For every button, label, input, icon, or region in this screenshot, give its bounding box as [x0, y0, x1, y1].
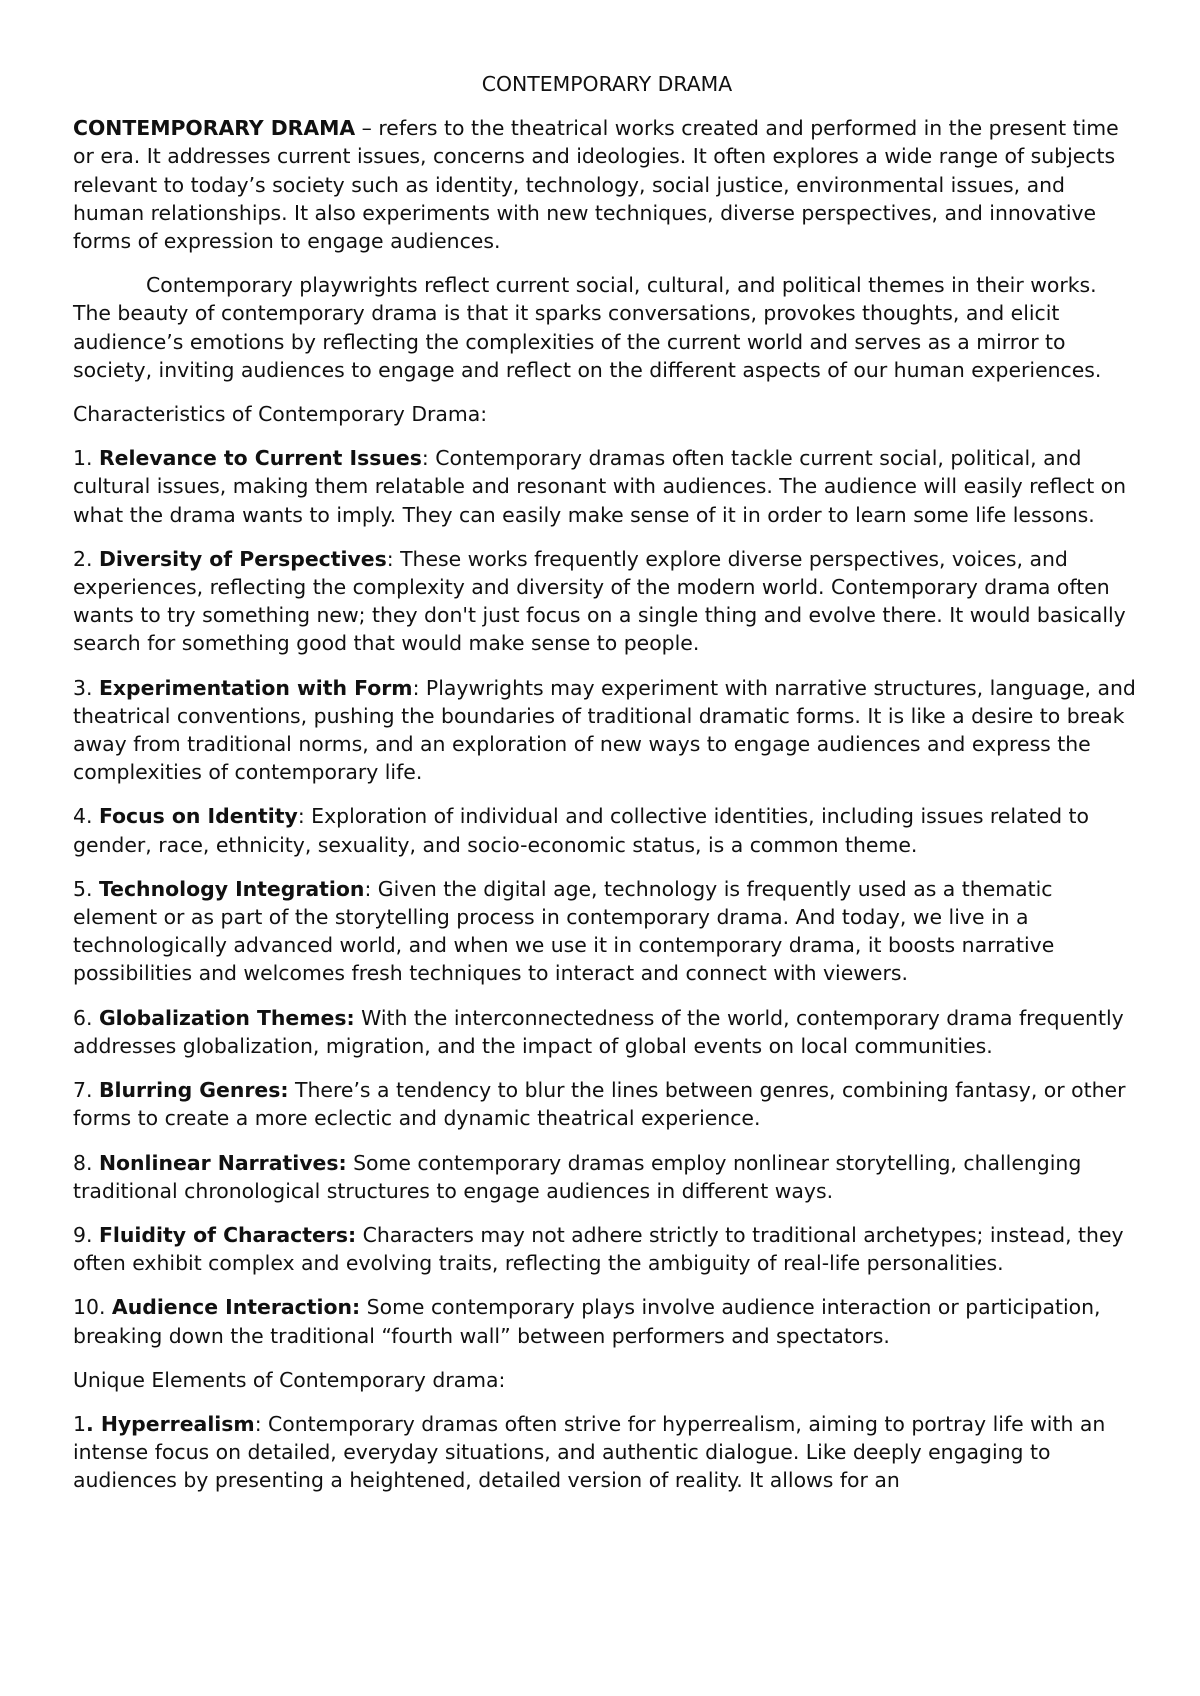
item-number: 10.: [73, 1295, 112, 1320]
characteristic-item: [73, 1221, 1141, 1277]
item-term: Experimentation with Form: [98, 675, 413, 700]
characteristic-item: [73, 875, 1141, 988]
characteristics-heading: Characteristics of Contemporary Drama:: [73, 402, 488, 427]
item-term: Relevance to Current Issues: [98, 446, 422, 471]
item-term: Technology Integration: [98, 876, 365, 901]
document-page: [73, 70, 1141, 1511]
item-number: 8.: [73, 1150, 99, 1175]
definition-text: – refers to the theatrical works created and performed in the present time or era. It addresses current issues, concerns and ideologies. It often explores a wide range of subjects relevant to today’s society such as identity, technology, social justice, environmental issues, and human relationships. It also experiments with new techniques, diverse perspectives, and innovative forms of expression to engage audiences.: [73, 116, 1119, 254]
unique-element-item: [73, 1410, 1141, 1495]
item-text: Some contemporary dramas employ nonlinear storytelling, challenging traditional chronological structures to engage audiences in different ways.: [73, 1150, 1082, 1203]
item-term: Fluidity of Characters:: [98, 1222, 357, 1247]
item-text: : Contemporary dramas often strive for hyperrealism, aiming to portray life with an intense focus on detailed, everyday situations, and authentic dialogue. Like deeply engaging to audiences by presenting a heightened, detailed version of reality. It allows for an: [73, 1411, 1106, 1493]
characteristic-item: [73, 444, 1141, 529]
item-text: : Contemporary dramas often tackle current social, political, and cultural issues, making them relatable and resonant with audiences. The audience will easily reflect on what the drama wants to imply. They can easily make sense of it in order to learn some life lessons.: [73, 446, 1127, 527]
item-text: : Given the digital age, technology is frequently used as a thematic element or as part of the storytelling process in contemporary drama. And today, we live in a technologically advanced world, and when we use it in contemporary drama, it boosts narrative possibilities and welcomes fresh techniques to interact and connect with viewers.: [73, 876, 1055, 986]
characteristic-item: [73, 674, 1141, 787]
characteristic-item: [73, 1293, 1141, 1349]
definition-paragraph: [73, 114, 1141, 255]
intro-paragraph: Contemporary playwrights reflect current social, cultural, and political themes in their works. The beauty of contemporary drama is that it sparks conversations, provokes thoughts, and elicit audience’s emotions by reflecting the complexities of the current world and serves as a mirror to society, inviting audiences to engage and reflect on the different aspects of our human experiences.: [73, 273, 1102, 382]
item-number: 2.: [73, 546, 99, 571]
unique-elements-heading: Unique Elements of Contemporary drama:: [73, 1367, 506, 1392]
item-term: Audience Interaction:: [111, 1295, 361, 1320]
characteristic-item: [73, 545, 1141, 658]
item-number: 1: [73, 1411, 86, 1436]
item-text: Some contemporary plays involve audience interaction or participation, breaking down the traditional “fourth wall” between performers and spectators.: [73, 1295, 1101, 1348]
characteristic-item: [73, 802, 1141, 858]
item-term: Focus on Identity: [98, 804, 298, 829]
item-text: : Playwrights may experiment with narrative structures, language, and theatrical conventions, pushing the boundaries of traditional dramatic forms. It is like a desire to break away from traditional norms, and an exploration of new ways to engage audiences and express the complexities of contemporary life.: [73, 675, 1136, 785]
item-term: Diversity of Perspectives: [98, 546, 387, 571]
item-number: 6.: [73, 1005, 99, 1030]
item-text: : Exploration of individual and collective identities, including issues related to gender, race, ethnicity, sexuality, and socio-economic status, is a common theme.: [73, 804, 1090, 857]
item-text: : These works frequently explore diverse perspectives, voices, and experiences, reflecting the complexity and diversity of the modern world. Contemporary drama often wants to try something new; they don't just focus on a single thing and evolve there. It would basically search for something good that would make sense to people.: [73, 546, 1126, 656]
item-text: Characters may not adhere strictly to traditional archetypes; instead, they often exhibit complex and evolving traits, reflecting the ambiguity of real-life personalities.: [73, 1222, 1124, 1276]
item-number: 4.: [73, 804, 99, 829]
characteristic-item: [73, 1149, 1141, 1205]
item-number: 5.: [73, 876, 99, 901]
item-term: . Hyperrealism: [85, 1411, 255, 1436]
characteristic-item: [73, 1004, 1141, 1060]
definition-term: CONTEMPORARY DRAMA: [73, 116, 356, 141]
item-term: Globalization Themes:: [98, 1005, 355, 1030]
item-term: Nonlinear Narratives:: [98, 1150, 347, 1175]
document-title: CONTEMPORARY DRAMA: [481, 72, 733, 96]
item-number: 7.: [73, 1078, 99, 1103]
item-text: There’s a tendency to blur the lines between genres, combining fantasy, or other forms to create a more eclectic and dynamic theatrical experience.: [73, 1078, 1126, 1131]
item-term: Blurring Genres:: [98, 1078, 289, 1103]
item-number: 1.: [73, 446, 99, 471]
item-number: 9.: [73, 1222, 99, 1247]
item-number: 3.: [73, 675, 99, 700]
item-text: With the interconnectedness of the world, contemporary drama frequently addresses globalization, migration, and the impact of global events on local communities.: [73, 1005, 1124, 1058]
characteristic-item: [73, 1076, 1141, 1132]
